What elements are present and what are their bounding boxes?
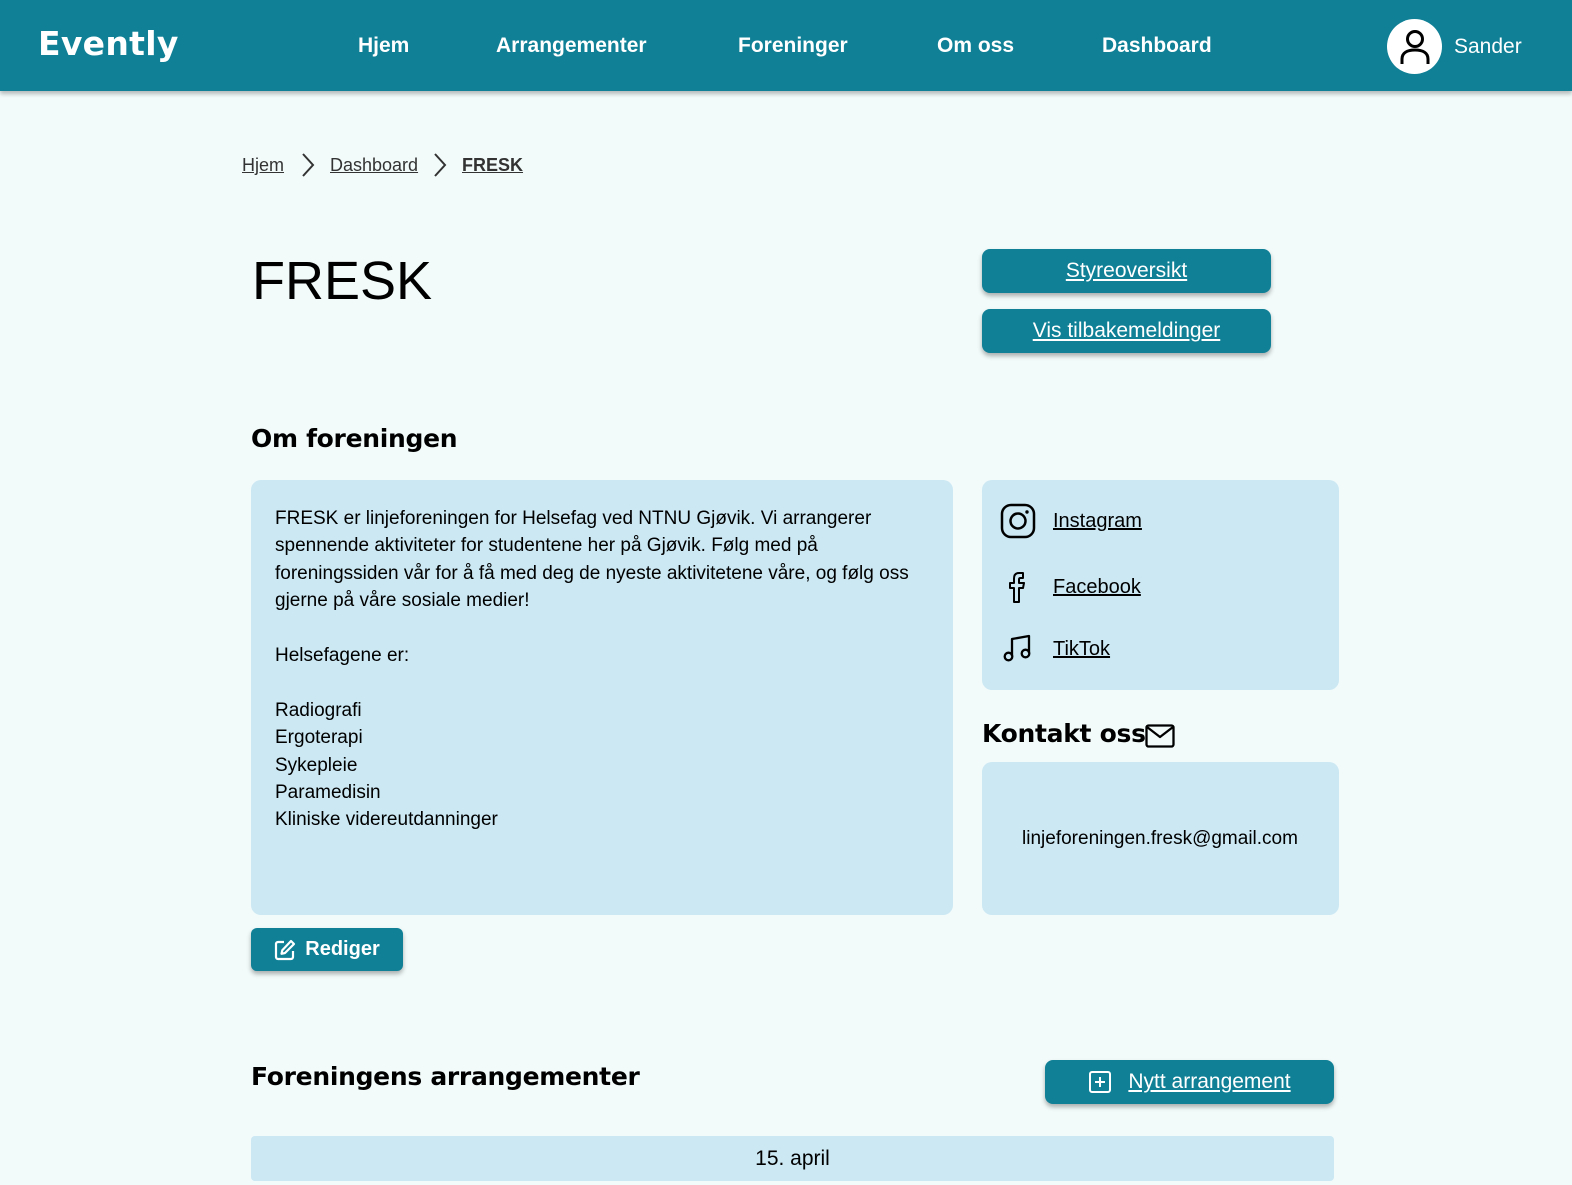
user-avatar[interactable] [1387,19,1442,74]
new-event-label: Nytt arrangement [1128,1070,1291,1093]
social-link-label[interactable]: Instagram [1053,509,1142,532]
nav-link-foreninger[interactable]: Foreninger [738,34,848,57]
about-text: FRESK er linjeforeningen for Helsefag ved NTNU Gjøvik. Vi arrangerer spennende aktiviteter for studentene her på Gjøvik. Følg med på foreningssiden vår for å få med deg de nyeste aktivitetene våre, og følg oss gjerne på våre sosiale medier! Helsefagene er: Radiografi Ergoterapi Sykepleie Paramedisin Kliniske videreutdanninger [275,508,909,831]
instagram-icon [1000,503,1036,539]
social-link-tiktok[interactable] [1000,631,1111,667]
app-logo[interactable]: Evently [38,24,179,63]
social-link-label[interactable]: Facebook [1053,575,1141,598]
nav-link-dashboard[interactable]: Dashboard [1102,34,1212,57]
tiktok-icon [1000,631,1036,667]
breadcrumb-hjem[interactable]: Hjem [242,155,285,175]
chevron-right-icon [300,152,316,178]
plus-square-icon [1088,1070,1112,1094]
chevron-right-icon [432,152,448,178]
nav-link-arrangementer[interactable]: Arrangementer [496,34,647,57]
event-date-label: 15. april [755,1146,830,1170]
about-heading: Om foreningen [251,424,458,453]
nav-link-om-oss[interactable]: Om oss [937,34,1015,57]
event-date-header[interactable] [251,1136,1334,1181]
page-title: FRESK [252,251,433,311]
social-link-facebook[interactable] [1000,569,1141,605]
mail-icon [1145,724,1175,748]
breadcrumb-dashboard[interactable]: Dashboard [330,155,419,175]
username[interactable]: Sander [1454,35,1522,58]
edit-button-label: Rediger [305,938,380,960]
breadcrumb-current[interactable]: FRESK [462,155,524,175]
user-icon [1398,28,1432,66]
board-overview-button[interactable]: Styreoversikt [982,249,1271,293]
events-heading: Foreningens arrangementer [251,1062,640,1091]
view-feedback-button[interactable]: Vis tilbakemeldinger [982,309,1271,353]
edit-button[interactable] [251,928,403,971]
facebook-icon [1000,569,1036,605]
top-navigation-bar [0,0,1572,91]
edit-icon [274,939,296,961]
new-event-button[interactable] [1045,1060,1334,1104]
contact-heading: Kontakt oss [982,719,1146,748]
social-link-instagram[interactable] [1000,503,1142,539]
contact-email[interactable]: linjeforeningen.fresk@gmail.com [1022,828,1298,849]
social-link-label[interactable]: TikTok [1053,637,1111,660]
nav-link-hjem[interactable]: Hjem [358,34,410,57]
